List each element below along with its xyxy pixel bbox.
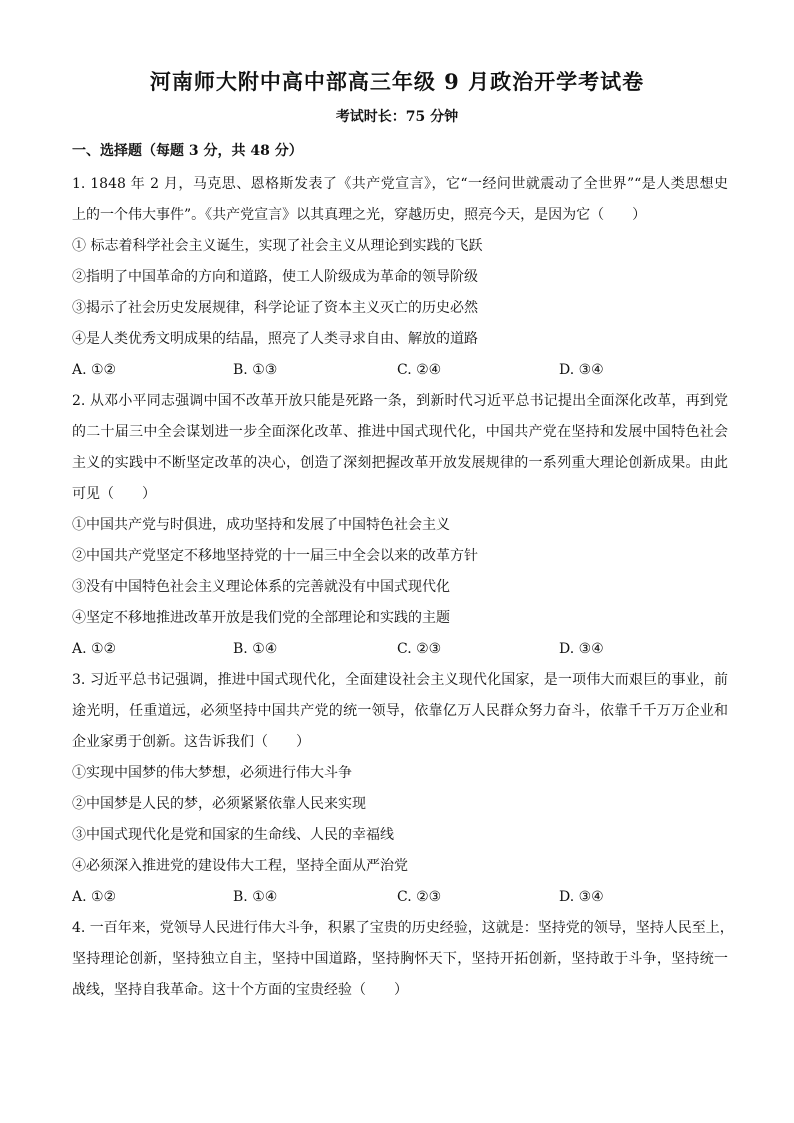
answer-option-b[interactable]: B. ①④ (233, 641, 278, 657)
statement-item: ③没有中国特色社会主义理论体系的完善就没有中国式现代化 (72, 579, 450, 595)
question-stem-line: 3. 习近平总书记强调，推进中国式现代化，全面建设社会主义现代化国家，是一项伟大而艰巨的事业，前 (72, 672, 728, 688)
answer-option-d[interactable]: D. ③④ (559, 362, 604, 378)
question-stem-line: 企业家勇于创新。这告诉我们（ ） (72, 734, 310, 750)
answer-option-c[interactable]: C. ②④ (397, 362, 442, 378)
question-stem-line: 可见（ ） (72, 486, 156, 502)
answer-options (72, 882, 728, 913)
question-2 (72, 386, 728, 665)
exam-time: 考试时长：75 分钟 (335, 109, 459, 125)
answer-options (72, 355, 728, 386)
statement-item: ④是人类优秀文明成果的结晶，照亮了人类寻求自由、解放的道路 (72, 331, 478, 347)
question-stem-line: 途光明，任重道远，必须坚持中国共产党的统一领导，依靠亿万人民群众努力奋斗，依靠千千万万企业和 (72, 703, 728, 719)
question-stem-line: 2. 从邓小平同志强调中国不改革开放只能是死路一条，到新时代习近平总书记提出全面深化改革，再到党 (72, 393, 728, 409)
answer-option-a[interactable]: A. ①② (72, 889, 117, 905)
answer-options (72, 634, 728, 665)
question-stem-line: 4. 一百年来，党领导人民进行伟大斗争，积累了宝贵的历史经验，这就是：坚持党的领导，坚持人民至上， (72, 920, 734, 936)
page-title: 河南师大附中高中部高三年级 9 月政治开学考试卷 (149, 69, 645, 94)
question-4 (72, 913, 734, 1006)
question-stem-line: 坚持理论创新，坚持独立自主，坚持中国道路，坚持胸怀天下，坚持开拓创新，坚持敢于斗争，坚持统一 (72, 951, 728, 967)
statement-item: ①中国共产党与时俱进，成功坚持和发展了中国特色社会主义 (72, 517, 450, 533)
question-stem-line: 1. 1848 年 2 月，马克思、恩格斯发表了《共产党宣言》，它“一经问世就震动了全世界”“是人类思想史 (72, 176, 728, 192)
answer-option-a[interactable]: A. ①② (72, 641, 117, 657)
section-heading: 一、选择题（每题 3 分，共 48 分） (72, 143, 303, 159)
question-list (72, 169, 734, 1006)
answer-option-c[interactable]: C. ②③ (397, 641, 442, 657)
question-1 (72, 169, 728, 386)
statement-item: ①实现中国梦的伟大梦想，必须进行伟大斗争 (72, 765, 352, 781)
answer-option-c[interactable]: C. ②③ (397, 889, 442, 905)
question-stem-line: 的二十届三中全会谋划进一步全面深化改革、推进中国式现代化，中国共产党在坚持和发展中国特色社会 (72, 424, 728, 440)
statement-item: ②指明了中国革命的方向和道路，使工人阶级成为革命的领导阶级 (72, 269, 478, 285)
statement-item: ②中国梦是人民的梦，必须紧紧依靠人民来实现 (72, 796, 366, 812)
statement-item: ④坚定不移地推进改革开放是我们党的全部理论和实践的主题 (72, 610, 450, 626)
statement-item: ③中国式现代化是党和国家的生命线、人民的幸福线 (72, 827, 394, 843)
statement-item: ②中国共产党坚定不移地坚持党的十一届三中全会以来的改革方针 (72, 548, 478, 564)
answer-option-b[interactable]: B. ①④ (233, 889, 278, 905)
question-stem-line: 战线，坚持自我革命。这十个方面的宝贵经验（ ） (72, 982, 408, 998)
question-stem-line: 主义的实践中不断坚定改革的决心，创造了深刻把握改革开放发展规律的一系列重大理论创新成果。由此 (72, 455, 728, 471)
answer-option-b[interactable]: B. ①③ (233, 362, 278, 378)
question-stem-line: 上的一个伟大事件”。《共产党宣言》以其真理之光，穿越历史，照亮今天，是因为它（ ） (72, 207, 647, 223)
statement-item: ③揭示了社会历史发展规律，科学论证了资本主义灭亡的历史必然 (72, 300, 478, 316)
answer-option-a[interactable]: A. ①② (72, 362, 117, 378)
question-3 (72, 665, 728, 913)
statement-item: ① 标志着科学社会主义诞生，实现了社会主义从理论到实践的飞跃 (72, 238, 483, 254)
statement-item: ④必须深入推进党的建设伟大工程，坚持全面从严治党 (72, 858, 408, 874)
answer-option-d[interactable]: D. ③④ (559, 889, 604, 905)
answer-option-d[interactable]: D. ③④ (559, 641, 604, 657)
